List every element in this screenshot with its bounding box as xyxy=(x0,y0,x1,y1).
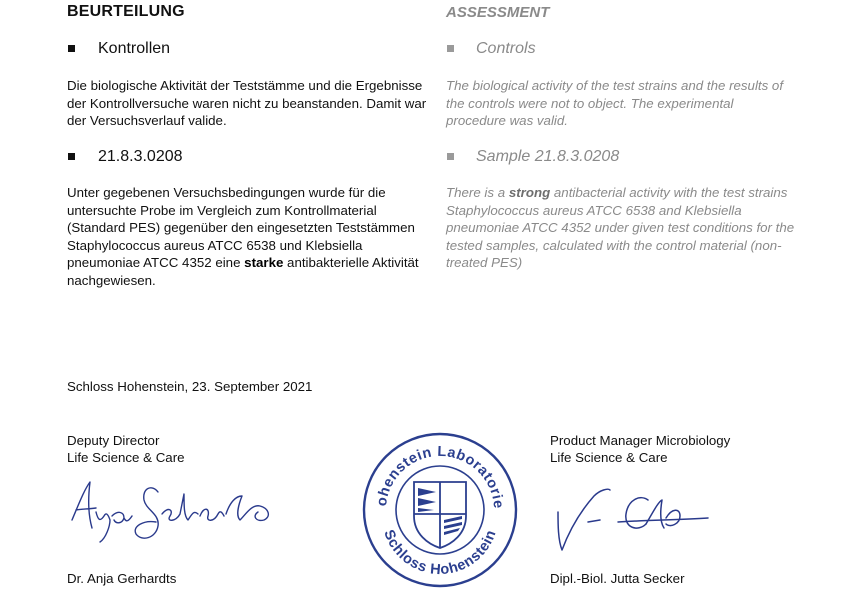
english-sample-text xyxy=(446,184,806,272)
english-controls-title: Controls xyxy=(476,40,536,57)
german-sample-text xyxy=(67,184,427,290)
bullet-icon xyxy=(447,153,454,160)
bullet-icon xyxy=(447,45,454,52)
german-sample-title: 21.8.3.0208 xyxy=(98,148,183,165)
english-heading: ASSESSMENT xyxy=(446,4,550,21)
left-signatory-title-2: Life Science & Care xyxy=(67,450,185,465)
german-sample-text-bold: starke xyxy=(244,255,284,271)
bullet-icon xyxy=(68,153,75,160)
german-controls-title: Kontrollen xyxy=(98,40,171,57)
bullet-icon xyxy=(68,45,75,52)
svg-text:Hohenstein Laboratories xyxy=(354,418,506,510)
german-heading: BEURTEILUNG xyxy=(67,3,185,20)
left-signatory-title-1: Deputy Director xyxy=(67,433,160,448)
stamp-seal xyxy=(354,418,520,590)
left-signatory-name: Dr. Anja Gerhardts xyxy=(67,571,177,586)
right-signatory-title-1: Product Manager Microbiology xyxy=(550,433,731,448)
english-sample-text-part2: antibacterial activity with the test strains Staphylococcus aureus ATCC 6538 and Klebsiella pneumoniae ATCC 4352 under given test conditions for the tested samples, calculated with the control material (non-treated PES) xyxy=(446,185,795,271)
german-sample-text-part1: Unter gegebenen Versuchsbedingungen wurde für die untersuchte Probe im Vergleich zum Kontrollmaterial (Standard PES) gegenüber den eingesetzten Teststämmen Staphylococcus aureus ATCC 6538 und Klebsiella pneumoniae ATCC 4352 eine xyxy=(67,185,415,271)
german-sample-text-part2: antibakterielle Aktivität nachgewiesen. xyxy=(67,255,419,288)
place-date: Schloss Hohenstein, 23. September 2021 xyxy=(67,379,313,394)
right-signatory-name: Dipl.-Biol. Jutta Secker xyxy=(550,571,685,586)
english-sample-text-bold: strong xyxy=(508,185,551,200)
right-signatory-title-2: Life Science & Care xyxy=(550,450,668,465)
english-sample-text-part1: There is a xyxy=(446,185,509,200)
signature-gerhardts xyxy=(66,476,286,556)
signature-secker xyxy=(548,478,728,558)
stamp-bottom-text: Schloss Hohenstein xyxy=(380,527,500,579)
german-controls-text: Die biologische Aktivität der Teststämme und die Ergebnisse der Kontrollversuche waren nicht zu beanstanden. Damit war der Versuchsverlauf valide. xyxy=(67,78,427,129)
stamp-top-text: Hohenstein Laboratories xyxy=(354,418,507,510)
english-sample-title: Sample 21.8.3.0208 xyxy=(476,148,620,165)
english-controls-text: The biological activity of the test strains and the results of the controls were not to object. The experimental procedure was valid. xyxy=(446,78,784,129)
